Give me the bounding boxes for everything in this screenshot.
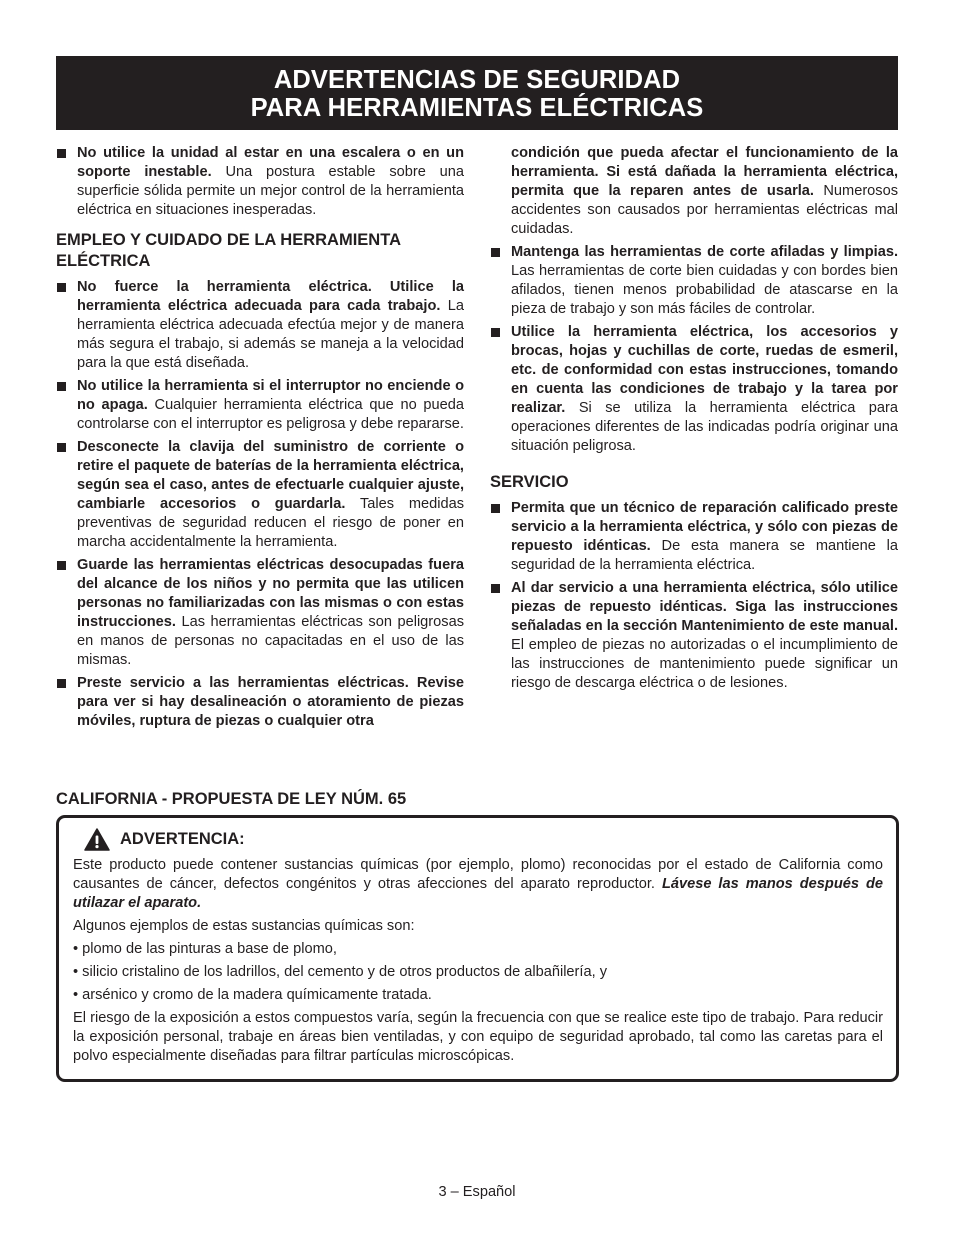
square-bullet-icon <box>57 561 66 570</box>
warning-header <box>73 828 883 851</box>
banner-title-line-2: PARA HERRAMIENTAS ELÉCTRICAS <box>250 94 704 122</box>
item-bold-text: Desconecte la clavija del suministro de corriente o retire el paquete de baterías de la herramienta eléctrica, según sea el caso, antes de efectuarle cualquier ajuste, cambiarle accesorios o guardarla. <box>77 439 464 512</box>
section-heading: EMPLEO Y CUIDADO DE LA HERRAMIENTA ELÉCTRICA <box>56 231 401 270</box>
item-text: Una postura estable sobre una superficie sólida permite un mejor control de la herramienta eléctrica en situaciones inesperadas. <box>77 164 465 218</box>
list-item-continuation <box>490 144 898 239</box>
right-column <box>490 144 898 697</box>
item-text: El empleo de piezas no autorizadas o el incumplimiento de las instrucciones de mantenimiento puede significar un riesgo de descarga eléctrica o de lesiones. <box>511 637 898 691</box>
item-text: De esta manera se mantiene la seguridad de la herramienta eléctrica. <box>511 538 898 573</box>
item-bold-text: Al dar servicio a una herramienta eléctrica, sólo utilice piezas de repuesto idénticas. Siga las instrucciones señaladas en la sección Mantenimiento de este manual. <box>511 580 898 634</box>
item-bold-text: No utilice la unidad al estar en una escalera o en un soporte inestable. <box>77 145 464 180</box>
square-bullet-icon <box>57 443 66 452</box>
item-bold-text: condición que pueda afectar el funcionamiento de la herramienta. Si está dañada la herramienta eléctrica, permita que la reparen antes de usarla. <box>511 145 898 199</box>
list-item <box>56 144 464 220</box>
warning-triangle-icon <box>84 828 110 851</box>
list-item <box>490 323 898 456</box>
item-bold-text: Utilice la herramienta eléctrica, los accesorios y brocas, hojas y cuchillas de corte, ruedas de esmeril, etc. de conformidad con estas instrucciones, tomando en cuenta las condiciones de trabajo y la tarea por realizar. <box>511 324 898 416</box>
warning-label: ADVERTENCIA: <box>120 830 245 848</box>
item-bold-text: No utilice la herramienta si el interruptor no enciende o no apaga. <box>77 378 464 413</box>
item-bold-text: No fuerce la herramienta eléctrica. Utilice la herramienta eléctrica adecuada para cada trabajo. <box>77 279 464 314</box>
item-text: La herramienta eléctrica adecuada efectúa mejor y de manera más segura el trabajo, si además se maneja a la velocidad para la que está diseñada. <box>77 298 464 371</box>
warning-text: Este producto puede contener sustancias químicas (por ejemplo, plomo) reconocidas por el estado de California como causantes de cáncer, defectos congénitos y otras afecciones del aparato reproductor. <box>73 857 883 892</box>
list-item: • arsénico y cromo de la madera químicamente tratada. <box>73 987 432 1003</box>
square-bullet-icon <box>491 584 500 593</box>
item-text: Cualquier herramienta eléctrica que no pueda controlarse con el interruptor es peligrosa y debe repararse. <box>77 397 464 432</box>
list-item <box>56 438 464 552</box>
square-bullet-icon <box>57 382 66 391</box>
item-text: Si se utiliza la herramienta eléctrica para operaciones diferentes de las indicadas podría originar una situación peligrosa. <box>511 400 898 454</box>
left-column <box>56 144 464 735</box>
list-item <box>490 579 898 693</box>
page-footer: 3 – Español <box>438 1184 516 1200</box>
list-item <box>56 556 464 670</box>
square-bullet-icon <box>57 149 66 158</box>
item-text: Las herramientas eléctricas son peligrosas en manos de personas no capacitadas en el uso de las mismas. <box>77 614 464 668</box>
list-item <box>490 499 898 575</box>
warning-paragraph: Algunos ejemplos de estas sustancias químicas son: <box>73 918 415 934</box>
square-bullet-icon <box>57 679 66 688</box>
list-item: • plomo de las pinturas a base de plomo, <box>73 941 337 957</box>
warning-paragraph <box>73 856 883 913</box>
california-heading: CALIFORNIA - PROPUESTA DE LEY NÚM. 65 <box>56 790 407 808</box>
square-bullet-icon <box>491 328 500 337</box>
list-item: • silicio cristalino de los ladrillos, del cemento y de otros productos de albañilería, y <box>73 964 607 980</box>
item-text: Numerosos accidentes son causados por herramientas eléctricas mal cuidadas. <box>511 183 898 237</box>
warning-paragraph: El riesgo de la exposición a estos compuestos varía, según la frecuencia con que se realice este tipo de trabajo. Para reducir la exposición personal, trabaje en áreas bien ventiladas, y con equipo de seguridad aprobado, tal como las caretas para el polvo especialmente diseñadas para filtrar partículas microscópicas. <box>73 1010 883 1064</box>
square-bullet-icon <box>491 504 500 513</box>
list-item <box>56 674 464 731</box>
item-text: Las herramientas de corte bien cuidadas y con bordes bien afilados, tienen menos probabilidad de atascarse en la pieza de trabajo y son más fáciles de controlar. <box>511 263 898 317</box>
item-text: Tales medidas preventivas de seguridad reducen el riesgo de poner en marcha accidentalmente la herramienta. <box>77 496 464 550</box>
item-bold-text: Preste servicio a las herramientas eléctricas. Revise para ver si hay desalineación o atoramiento de piezas móviles, ruptura de piezas o cualquier otra <box>77 675 464 729</box>
square-bullet-icon <box>57 283 66 292</box>
item-bold-text: Permita que un técnico de reparación calificado preste servicio a la herramienta eléctrica, y sólo con piezas de repuesto idénticas. <box>511 500 898 554</box>
section-heading: SERVICIO <box>490 473 569 491</box>
square-bullet-icon <box>491 248 500 257</box>
warning-box <box>56 815 899 1082</box>
section-banner <box>56 56 898 130</box>
warning-emphasis: Lávese las manos después de utilazar el aparato. <box>73 876 884 911</box>
item-bold-text: Mantenga las herramientas de corte afiladas y limpias. <box>511 244 898 260</box>
banner-title-line-1: ADVERTENCIAS DE SEGURIDAD <box>273 66 681 94</box>
list-item <box>490 243 898 319</box>
list-item <box>56 278 464 373</box>
item-bold-text: Guarde las herramientas eléctricas desocupadas fuera del alcance de los niños y no permita que las utilicen personas no familiarizadas con las mismas o con estas instrucciones. <box>77 557 464 630</box>
list-item <box>56 377 464 434</box>
